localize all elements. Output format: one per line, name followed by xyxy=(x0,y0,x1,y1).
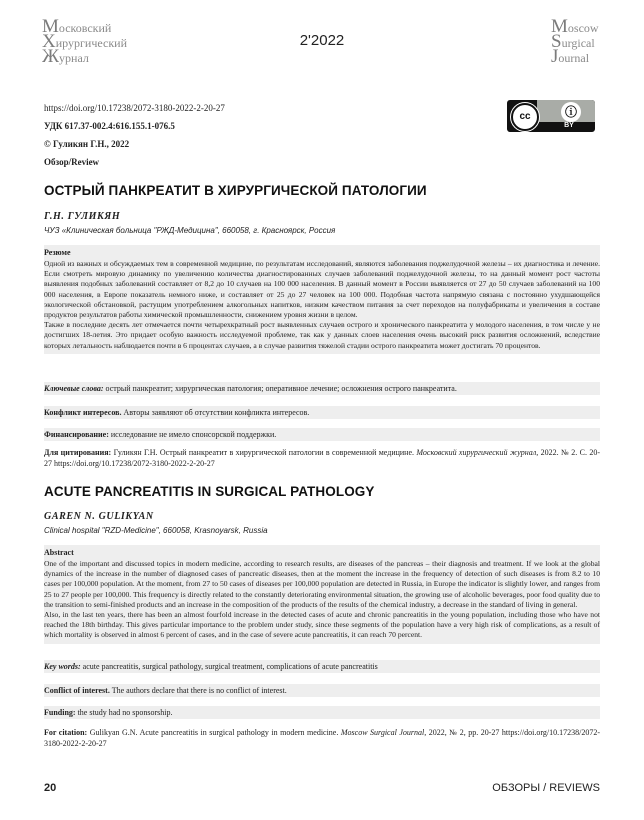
funding-text-en: the study had no sponsorship. xyxy=(75,708,173,717)
conflict-text-ru: Авторы заявляют об отсутствии конфликта интересов. xyxy=(121,408,310,417)
citation-journal-en: Moscow Surgical Journal xyxy=(340,728,425,737)
abstract-en-p2: Also, in the last ten years, there has been an almost fourfold increase in the detected cases of acute and chronic pancreatitis in the young population, including those who have not reached the 18th birthday. This gives particular importance to the problem under study, since these segments of the population have a very high risk of complications, as a result of which mortality is observed in almost 6 percent of cases, and in the case of severe acute pancreatitis, it can reach 70 percent. xyxy=(44,610,600,640)
copyright: © Гуликян Г.Н., 2022 xyxy=(44,139,130,149)
logo-line: Хирургический xyxy=(42,31,128,52)
abstract-ru xyxy=(44,245,600,354)
citation-text-ru: Гуликян Г.Н. Острый панкреатит в хирургической патологии в современной медицине. xyxy=(111,448,417,457)
issue-number: 2'2022 xyxy=(299,32,345,49)
keywords-en xyxy=(44,660,600,673)
title-en: ACUTE PANCREATITIS IN SURGICAL PATHOLOGY xyxy=(44,484,375,499)
logo-line: Moscow xyxy=(551,16,599,37)
section-label: ОБЗОРЫ / REVIEWS xyxy=(492,782,600,794)
affiliation-ru: ЧУЗ «Клиническая больница "РЖД-Медицина", 660058, г. Красноярск, Россия xyxy=(44,226,336,235)
article-type: Обзор/Review xyxy=(44,157,100,167)
author-ru: Г.Н. ГУЛИКЯН xyxy=(44,211,121,222)
citation-label-en: For citation: xyxy=(44,728,88,737)
conflict-text-en: The authors declare that there is no conflict of interest. xyxy=(109,686,287,695)
citation-ru xyxy=(44,448,600,469)
keywords-ru xyxy=(44,382,600,395)
funding-ru xyxy=(44,428,600,441)
affiliation-en: Clinical hospital "RZD-Medicine", 660058, Krasnoyarsk, Russia xyxy=(44,526,268,535)
citation-tail-ru[interactable]: , 2022. № 2. С. 20-27 https://doi.org/10.17238/2072-3180-2022-2-20-27 xyxy=(44,448,601,468)
citation-en xyxy=(44,728,600,749)
funding-text-ru: исследование не имело спонсорской поддержки. xyxy=(108,430,277,439)
abstract-en-p1: One of the important and discussed topics in modern medicine, according to research results, are diseases of the pancreas – their diagnosis and treatment. If we look at the global dynamics of the increase in the number of diagnosed cases of pancreatic diseases, then at the moment the increase in the frequency of detection of such diseases is from 8.2 to 10 cases per 100,000 population. At the moment, from 27 to 50 cases of diseases per 100,000 population are detected in Russia, in Europe the indicator is slightly lower, and ranges from 25 to 27 people per 100,000. This frequency is directly related to the constantly deteriorating environmental situation, the growing use of alcoholic beverages, poor food quality due to the transition to semi-finished products and an increase in the composition of the products of the results of the chemical industry, a decrease in the standard of living in general. xyxy=(44,559,600,609)
udk-code: УДК 617.37-002.4:616.155.1-076.5 xyxy=(44,121,175,131)
author-en: GAREN N. GULIKYAN xyxy=(44,511,154,522)
abstract-en xyxy=(44,545,600,644)
abstract-label-ru: Резюме xyxy=(44,248,71,257)
abstract-label-en: Abstract xyxy=(44,548,74,557)
citation-journal-ru: Московский хирургический журнал xyxy=(416,448,537,457)
conflict-en xyxy=(44,684,600,697)
logo-line: Surgical xyxy=(551,31,595,52)
keywords-label-en: Key words: xyxy=(44,662,81,671)
logo-line: Journal xyxy=(551,46,590,67)
journal-logo-en xyxy=(551,16,599,67)
citation-label-ru: Для цитирования: xyxy=(44,448,112,457)
logo-line: Московский xyxy=(42,16,112,37)
funding-en xyxy=(44,706,600,719)
keywords-label-ru: Ключевые слова: xyxy=(44,384,104,393)
abstract-ru-p1: Одной из важных и обсуждаемых тем в современной медицине, по результатам исследований, являются заболевания поджелудочной железы – их диагностика и лечение. Если смотреть мировую динамику по увеличению количества диагностированных случаев заболеваний поджелудочной железы, то на данный момент рост частоты выявления подобных заболеваний составляет от 8,2 до 10 случаев на 100 000 населения. В данный момент в России выявляется от 27 до 50 случаев заболеваний на 100 000 населения, в Европе показатель немного ниже, и составляет от 25 до 27 человек на 100 000. Подобная частота напрямую связана с постоянно ухудшающейся экологической обстановкой, растущим употреблением алкогольных напитков, низким качеством питания за счет переходов на полуфабрикаты и увеличения в составе продуктов результатов работы химической промышленности, снижением уровня жизни в целом. xyxy=(44,259,600,320)
abstract-ru-p2: Также в последние десять лет отмечается почти четырехкратный рост выявленных случаев острого и хронического панкреатита у молодого населения, в том числе у не достигших 18-летия. Это придает особую важность исследуемой проблеме, так как у данных слоев населения очень высокий риск развития осложнений, вследствие которых летальность наблюдается почти в 6 процентах случаев, а в случае развития тяжелой стадии острого панкреатита может достигать 70 процентов. xyxy=(44,320,600,350)
page-number: 20 xyxy=(44,782,57,794)
conflict-label-en: Conflict of interest. xyxy=(44,686,110,695)
person-icon: ⓘ xyxy=(561,102,581,122)
citation-text-en: Gulikyan G.N. Acute pancreatitis in surgical pathology in modern medicine. xyxy=(87,728,341,737)
funding-label-en: Funding: xyxy=(44,708,76,717)
title-ru: ОСТРЫЙ ПАНКРЕАТИТ В ХИРУРГИЧЕСКОЙ ПАТОЛОГИИ xyxy=(44,183,427,198)
doi-link[interactable]: https://doi.org/10.17238/2072-3180-2022-2-20-27 xyxy=(44,103,225,113)
keywords-text-ru: острый панкреатит; хирургическая патология; оперативное лечение; осложнения острого панкреатита. xyxy=(103,384,457,393)
citation-tail-en[interactable]: , 2022, № 2, pp. 20-27 https://doi.org/10.17238/2072-3180-2022-2-20-27 xyxy=(44,728,601,748)
cc-icon: cc xyxy=(511,103,539,131)
by-label: BY xyxy=(564,122,574,129)
conflict-ru xyxy=(44,406,600,419)
conflict-label-ru: Конфликт интересов. xyxy=(44,408,122,417)
cc-by-license-badge[interactable] xyxy=(507,100,595,132)
logo-line: Журнал xyxy=(42,46,89,67)
keywords-text-en: acute pancreatitis, surgical pathology, surgical treatment, complications of acute pancreatitis xyxy=(80,662,378,671)
funding-label-ru: Финансирование: xyxy=(44,430,109,439)
